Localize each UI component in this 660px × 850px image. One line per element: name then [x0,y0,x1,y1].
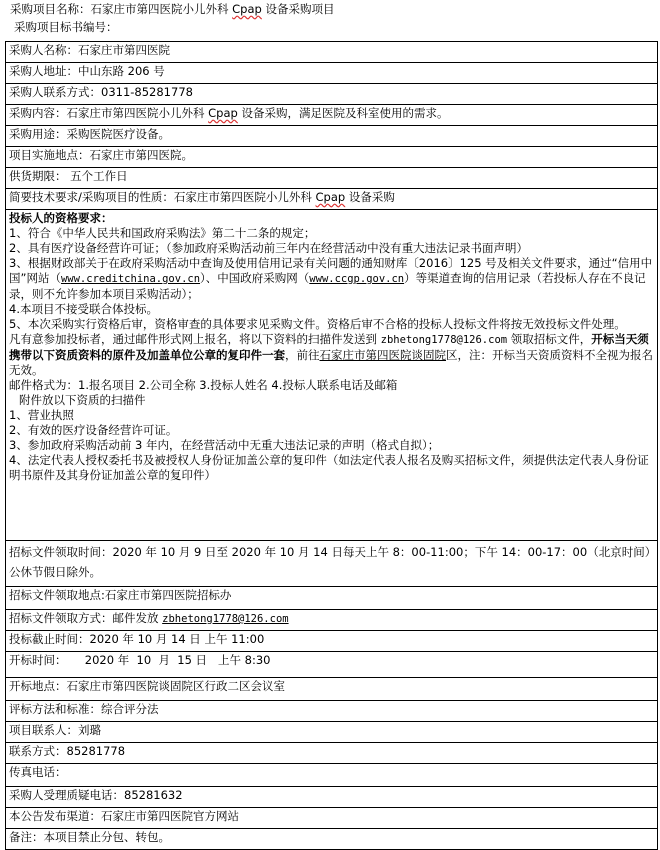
attachment-title: 附件放以下资质的扫描件 [19,393,146,407]
project-name-line [0,0,660,18]
complaint-phone-row: 采购人受理质疑电话：85281632 [6,787,658,808]
project-contact-row: 项目联系人：刘璐 [6,722,658,743]
attachment-item-4: 4、法定代表人授权委托书及被授权人身份证加盖公章的复印件（如法定代表人报名及购买招标文件，须提供法定代表人身份证明书原件及其身份证加盖公章的复印件） [9,453,649,482]
project-name-label: 采购项目名称： [10,2,91,16]
remark-row: 备注：本项目禁止分包、转包。 [6,829,658,850]
qualification-item-3 [9,256,654,302]
content-suffix: 设备采购，满足医院及科室使用的需求。 [237,106,449,120]
content-prefix: 采购内容：石家庄市第四医院小儿外科 [9,106,209,120]
procurement-table [5,41,658,850]
registration-text-a: 凡有意参加投标者，通过邮件形式网上报名，将以下资料的扫描件发送到 [9,332,381,346]
attachment-item-3: 3、参加政府采购活动前 3 年内，在经营活动中无重大违法记录的声明（格式自拟）； [9,438,440,452]
buyer-row: 采购人名称：石家庄市第四医院 [6,42,658,63]
location-row: 项目实施地点：石家庄市第四医院。 [6,147,658,168]
q3-text-a: 3、根据财政部关于在政府采购活动中查询及使用信用记录有关问题的通知财库〔2016〕125 号及相关文件要求，通过“信用中国”网站（ [9,256,653,285]
contact-row: 采购人联系方式：0311-85281778 [6,84,658,105]
deadline-row: 投标截止时间：2020 年 10 月 14 日 上午 11:00 [6,631,658,652]
project-number-line: 采购项目标书编号： [14,20,118,34]
fax-row: 传真电话： [6,764,658,787]
tech-row [6,189,658,210]
qualification-item-5: 5、本次采购实行资格后审，资格审查的具体要求见采购文件。资格后审不合格的投标人投标文件将按无效投标文件处理。 [9,317,626,331]
registration-place: 石家庄市第四医院谈固院 [319,348,446,362]
tech-suffix: 设备采购 [345,190,395,204]
get-place-row: 招标文件领取地点:石家庄市第四医院招标办 [6,587,658,610]
get-time-row: 招标文件领取时间：2020 年 10 月 9 日至 2020 年 10 月 14 日每天上午 8：00-11:00；下午 14：00-17：00（北京时间）公休节假日除外。 [6,541,658,587]
attachment-item-2: 2、有效的医疗设备经营许可证。 [9,423,178,437]
address-row: 采购人地址：中山东路 206 号 [6,63,658,84]
qualification-item-1: 1、符合《中华人民共和国政府采购法》第二十二条的规定； [9,226,316,240]
get-method-row [6,610,658,631]
tech-cpap: Cpap [315,190,346,204]
registration-text-b: 领取招标文件， [507,332,592,346]
qualification-title: 投标人的资格要求： [9,211,113,225]
project-name-prefix: 石家庄市第四医院小儿外科 [90,2,233,16]
project-name-suffix: 设备采购项目 [261,2,335,16]
qualification-item-2: 2、具有医疗设备经营许可证；（参加政府采购活动前三年内在经营活动中没有重大违法记录书面声明） [9,241,529,255]
purpose-row: 采购用途：采购医院医疗设备。 [6,126,658,147]
q3-text-c: ）等渠道查询的信用记录（若投标人存在不良记录，则不允许参加本项目采购活动）； [9,271,646,301]
qualification-item-4: 4.本项目不接受联合体投标。 [9,302,158,316]
ccgp-link[interactable]: www.ccgp.gov.cn [309,273,405,285]
attachment-item-1: 1、营业执照 [9,408,74,422]
open-place-row: 开标地点：石家庄市第四医院谈固院区行政二区会议室 [6,678,658,701]
project-name-cpap: Cpap [232,2,262,16]
content-cpap: Cpap [208,106,238,120]
open-time-row: 开标时间： 2020 年 10 月 15 日 上午 8:30 [6,652,658,678]
channel-row: 本公告发布渠道：石家庄市第四医院官方网站 [6,808,658,829]
tech-prefix: 简要技术要求/采购项目的性质：石家庄市第四医院小儿外科 [9,190,316,204]
mail-format: 邮件格式为：1.报名项目 2.公司全称 3.投标人姓名 4.投标人联系电话及邮箱 [9,378,398,392]
q3-text-b: ）、中国政府采购网（ [200,271,310,285]
registration-email[interactable]: zbhetong1778@126.com [380,334,508,346]
document-header [0,0,660,40]
registration-bold-note: 开标当天须携带以下资质资料的原件及加盖单位公章的复印件一套 [9,332,649,362]
content-row [6,105,658,126]
evaluation-row: 评标方法和标准：综合评分法 [6,701,658,722]
get-method-email[interactable]: zbhetong1778@126.com [162,613,289,625]
registration-text-c: ，前往 [285,348,320,362]
get-method-text: 招标文件领取方式：邮件发放 [9,611,163,625]
creditchina-link[interactable]: www.creditchina.gov.cn [60,273,201,285]
qualification-cell [6,210,658,541]
registration-paragraph [9,332,654,378]
period-row: 供货期限： 五个工作日 [6,168,658,189]
registration-text-d: 区，注：开标当天资质资料不全视为报名无效。 [9,348,653,377]
phone-row: 联系方式：85281778 [6,743,658,764]
